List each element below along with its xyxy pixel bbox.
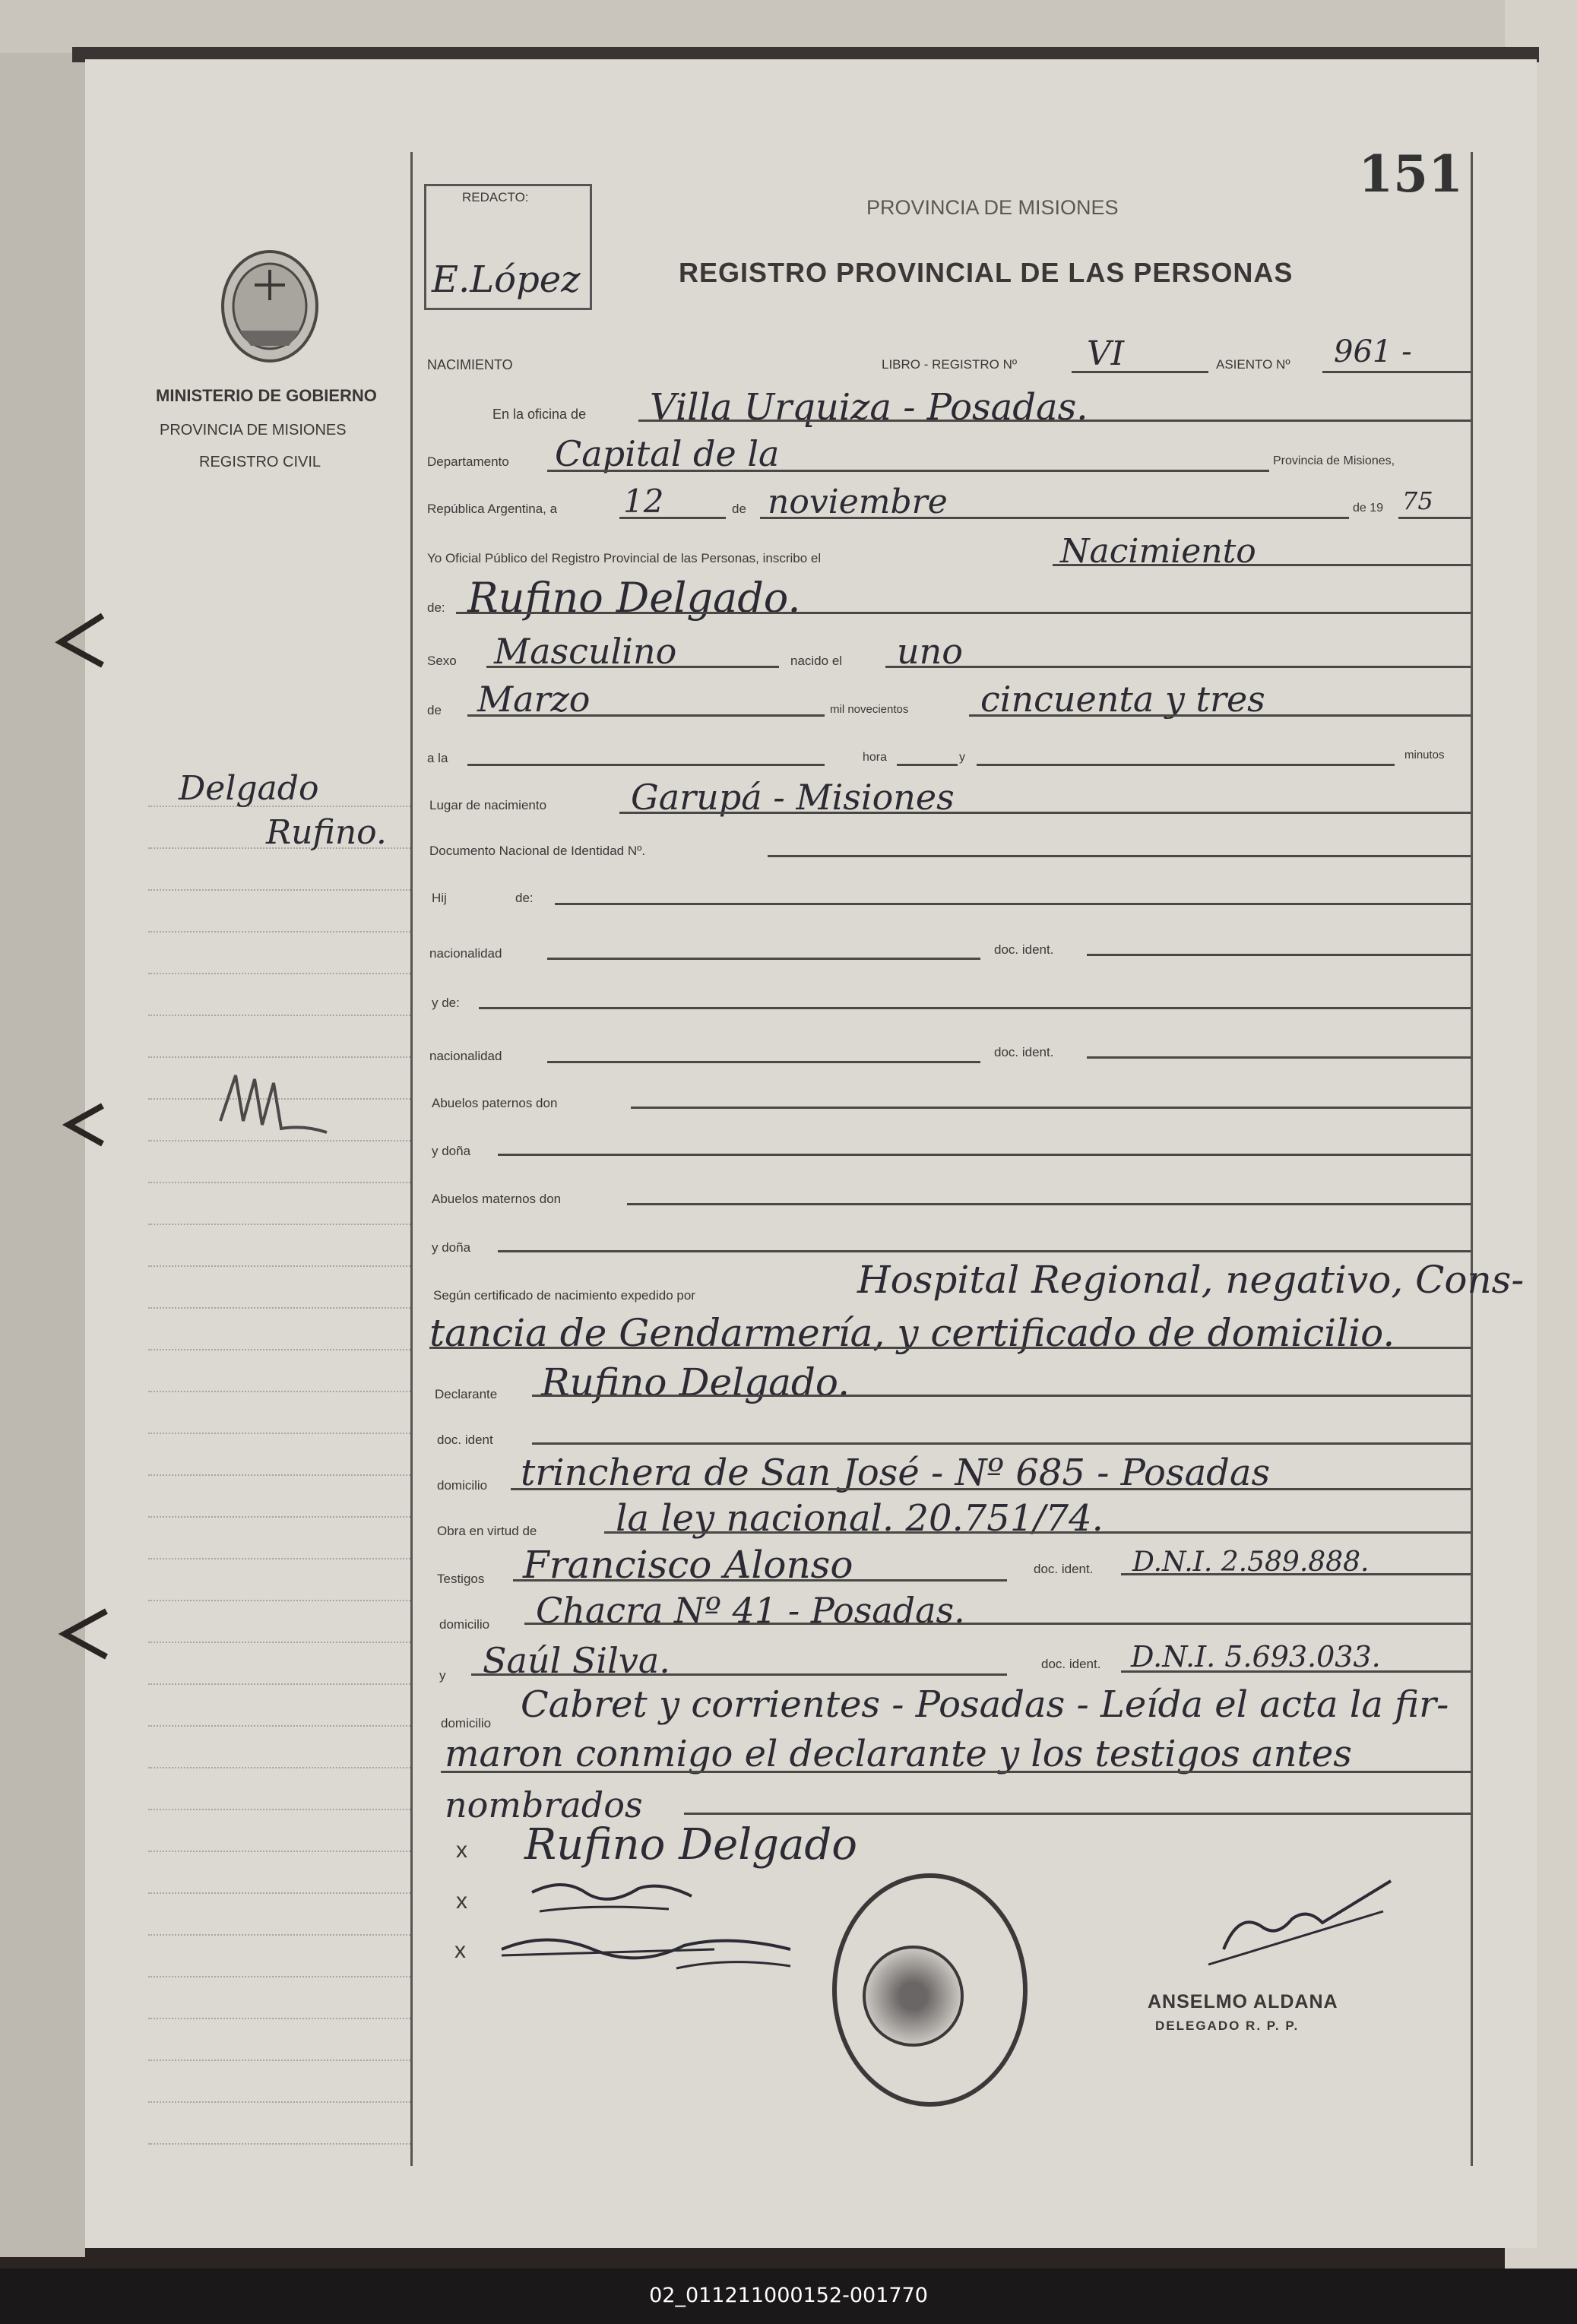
libro-label: LIBRO - REGISTRO Nº bbox=[882, 357, 1018, 372]
abpat-label: Abuelos paternos don bbox=[432, 1096, 558, 1110]
domicilio2-label: domicilio bbox=[439, 1617, 490, 1632]
registrant-name: Rufino Delgado. bbox=[467, 574, 801, 622]
ydona1-label: y doña bbox=[432, 1144, 471, 1158]
yde-label: y de: bbox=[432, 996, 460, 1010]
anio-value: 75 bbox=[1402, 486, 1433, 515]
mes-nac-value: Marzo bbox=[477, 679, 591, 720]
asiento-label: ASIENTO Nº bbox=[1216, 357, 1290, 372]
domicilio2-value: Chacra Nº 41 - Posadas. bbox=[536, 1590, 965, 1631]
ydona2-label: y doña bbox=[432, 1240, 471, 1255]
y2-label: y bbox=[439, 1668, 446, 1683]
obra-value: la ley nacional. 20.751/74. bbox=[616, 1497, 1104, 1540]
binding-notch-icon bbox=[49, 608, 110, 669]
redacto-label: REDACTO: bbox=[462, 190, 529, 204]
domicilio3-value: Cabret y corrientes - Posadas - Leída el acta la fir- bbox=[521, 1683, 1449, 1726]
margin-surname: Delgado bbox=[179, 769, 319, 808]
departamento-label: Departamento bbox=[427, 454, 509, 469]
seal-emblem-icon bbox=[863, 1946, 964, 2047]
coat-of-arms-icon bbox=[213, 247, 327, 369]
libro-value: VI bbox=[1087, 334, 1125, 373]
mes-value: noviembre bbox=[768, 483, 948, 521]
mil-value: cincuenta y tres bbox=[980, 679, 1265, 720]
oficial-label: Yo Oficial Público del Registro Provincial de las Personas, inscribo el bbox=[427, 551, 822, 565]
binding-notch-icon bbox=[57, 1098, 110, 1151]
right-rule bbox=[1471, 152, 1473, 2166]
doc2-label: doc. ident. bbox=[994, 1045, 1054, 1059]
mil-label: mil novecientos bbox=[830, 703, 909, 716]
declarante-label: Declarante bbox=[435, 1387, 498, 1401]
official-role: DELEGADO R. P. P. bbox=[1155, 2018, 1300, 2033]
sexo-label: Sexo bbox=[427, 654, 457, 668]
domicilio3-label: domicilio bbox=[441, 1716, 492, 1730]
sexo-value: Masculino bbox=[494, 631, 677, 672]
abmat-label: Abuelos maternos don bbox=[432, 1192, 562, 1206]
doc1-label: doc. ident. bbox=[994, 942, 1054, 957]
lugar-label: Lugar de nacimiento bbox=[429, 798, 547, 812]
de-label: de bbox=[732, 502, 746, 516]
testigo1-value: Francisco Alonso bbox=[523, 1543, 853, 1587]
anio-label: de 19 bbox=[1353, 502, 1384, 515]
ministry-registry: REGISTRO CIVIL bbox=[199, 454, 321, 470]
departamento-value: Capital de la bbox=[555, 433, 780, 474]
de2-label: de: bbox=[427, 600, 445, 615]
oficina-value: Villa Urquiza - Posadas. bbox=[650, 386, 1088, 429]
binding-notch-icon bbox=[53, 1604, 114, 1664]
page-number: 151 bbox=[1358, 144, 1463, 204]
sig-x-1: x bbox=[456, 1838, 467, 1863]
obra-label: Obra en virtud de bbox=[437, 1524, 537, 1538]
official-signature-icon bbox=[1193, 1866, 1406, 1980]
ala-label: a la bbox=[427, 751, 448, 765]
testigo1-doc-value: D.N.I. 2.589.888. bbox=[1132, 1547, 1370, 1578]
declarante-value: Rufino Delgado. bbox=[541, 1360, 850, 1404]
docident-label: doc. ident bbox=[437, 1433, 493, 1447]
hij-label: Hij bbox=[432, 891, 447, 905]
testigo2-doc-label: doc. ident. bbox=[1041, 1657, 1101, 1671]
ministry-title: MINISTERIO DE GOBIERNO bbox=[156, 386, 377, 405]
provincia-label: Provincia de Misiones, bbox=[1273, 454, 1395, 467]
oficial-value: Nacimiento bbox=[1060, 532, 1256, 571]
declarante-signature: Rufino Delgado bbox=[524, 1820, 857, 1870]
cierre-value-2: nombrados bbox=[445, 1784, 643, 1825]
dia-value: 12 bbox=[623, 483, 664, 520]
registry-title: REGISTRO PROVINCIAL DE LAS PERSONAS bbox=[679, 257, 1294, 288]
sig-x-2: x bbox=[456, 1889, 467, 1914]
lugar-value: Garupá - Misiones bbox=[631, 777, 955, 818]
segun-value-2: tancia de Gendarmería, y certificado de domicilio. bbox=[429, 1311, 1395, 1355]
ministry-province: PROVINCIA DE MISIONES bbox=[160, 422, 347, 439]
de3-label: de bbox=[427, 703, 442, 717]
dni-label: Documento Nacional de Identidad Nº. bbox=[429, 844, 646, 858]
cierre-value: maron conmigo el declarante y los testigos antes bbox=[445, 1733, 1352, 1775]
witness2-signature-icon bbox=[486, 1919, 806, 1980]
segun-label: Según certificado de nacimiento expedido por bbox=[433, 1288, 695, 1303]
testigo1-doc-label: doc. ident. bbox=[1034, 1562, 1094, 1576]
domicilio-value: trinchera de San José - Nº 685 - Posadas bbox=[521, 1452, 1271, 1494]
nacido-label: nacido el bbox=[790, 654, 843, 668]
nac2-label: nacionalidad bbox=[429, 1049, 502, 1063]
province-header: PROVINCIA DE MISIONES bbox=[866, 196, 1119, 219]
margin-given-name: Rufino. bbox=[266, 813, 387, 852]
redacto-signature: E.López bbox=[432, 258, 581, 301]
testigo2-value: Saúl Silva. bbox=[483, 1640, 670, 1681]
sig-x-3: x bbox=[454, 1938, 466, 1963]
domicilio-label: domicilio bbox=[437, 1478, 488, 1493]
testigo2-doc-value: D.N.I. 5.693.033. bbox=[1131, 1640, 1381, 1673]
margin-rule bbox=[410, 152, 413, 2166]
witness1-signature-icon bbox=[517, 1870, 714, 1923]
de4-label: de: bbox=[515, 891, 534, 905]
y-label: y bbox=[959, 751, 965, 764]
asiento-value: 961 - bbox=[1334, 334, 1412, 369]
book-binding bbox=[0, 53, 85, 2257]
nacido-value: uno bbox=[897, 631, 963, 672]
testigos-label: Testigos bbox=[437, 1572, 485, 1586]
background-top bbox=[0, 0, 1577, 53]
nac1-label: nacionalidad bbox=[429, 946, 502, 961]
image-caption: 02_011211000152-001770 bbox=[649, 2284, 928, 2307]
oficina-label: En la oficina de bbox=[492, 407, 587, 422]
segun-value: Hospital Regional, negativo, Cons- bbox=[857, 1258, 1525, 1302]
republica-label: República Argentina, a bbox=[427, 502, 558, 516]
hora-label: hora bbox=[863, 751, 888, 764]
margin-mark-icon bbox=[198, 1060, 342, 1144]
act-type-label: NACIMIENTO bbox=[427, 357, 513, 372]
minutos-label: minutos bbox=[1404, 749, 1445, 761]
official-name: ANSELMO ALDANA bbox=[1148, 1991, 1338, 2012]
